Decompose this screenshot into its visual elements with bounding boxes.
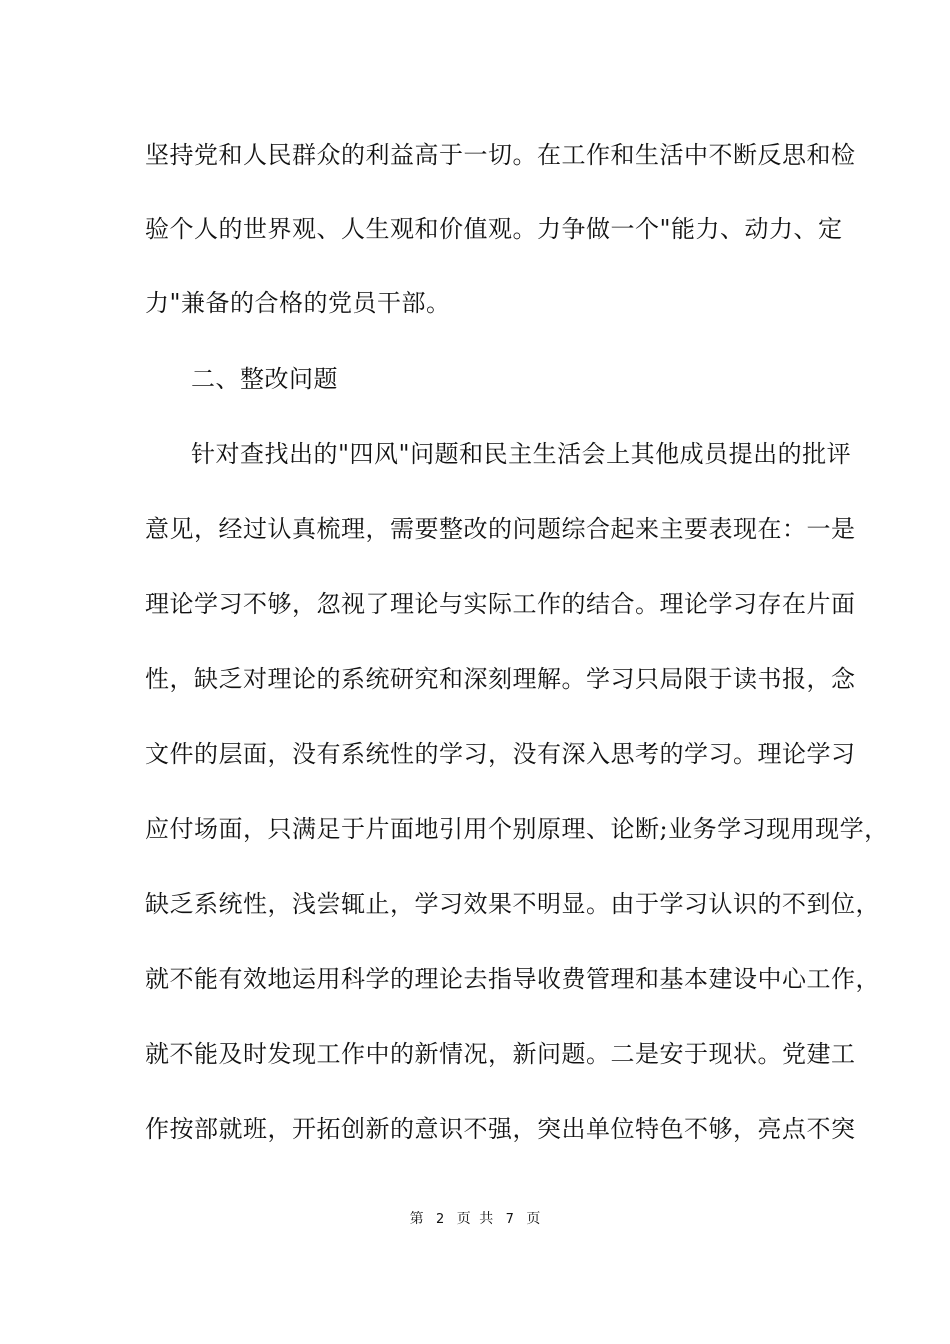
body-text-line: 作按部就班，开拓创新的意识不强，突出单位特色不够，亮点不突 [145, 1115, 856, 1143]
body-text-line: 理论学习不够，忽视了理论与实际工作的结合。理论学习存在片面 [145, 590, 856, 618]
footer-suffix: 页 [526, 1211, 541, 1227]
page-footer [0, 1210, 950, 1229]
body-text-line: 就不能有效地运用科学的理论去指导收费管理和基本建设中心工作， [145, 965, 880, 993]
body-text-line: 缺乏系统性，浅尝辄止，学习效果不明显。由于学习认识的不到位， [145, 890, 880, 918]
total-page-count: 7 [505, 1212, 514, 1227]
footer-prefix: 第 [409, 1211, 424, 1227]
body-text-line: 文件的层面，没有系统性的学习，没有深入思考的学习。理论学习 [145, 740, 856, 768]
body-text-line: 性，缺乏对理论的系统研究和深刻理解。学习只局限于读书报，念 [145, 665, 856, 693]
body-text-line: 意见，经过认真梳理，需要整改的问题综合起来主要表现在：一是 [145, 515, 856, 543]
body-text-line: 坚持党和人民群众的利益高于一切。在工作和生活中不断反思和检 [145, 141, 856, 169]
body-text-line: 验个人的世界观、人生观和价值观。力争做一个"能力、动力、定 [145, 215, 843, 243]
body-text-line: 就不能及时发现工作中的新情况，新问题。二是安于现状。党建工 [145, 1040, 856, 1068]
current-page-number: 2 [436, 1212, 445, 1227]
body-text-line: 应付场面，只满足于片面地引用个别原理、论断;业务学习现用现学， [145, 815, 889, 843]
footer-middle: 页 共 [456, 1211, 494, 1227]
section-heading: 二、整改问题 [191, 365, 338, 393]
body-text-line: 力"兼备的合格的党员干部。 [145, 289, 451, 317]
body-text-line: 针对查找出的"四风"问题和民主生活会上其他成员提出的批评 [191, 440, 852, 468]
